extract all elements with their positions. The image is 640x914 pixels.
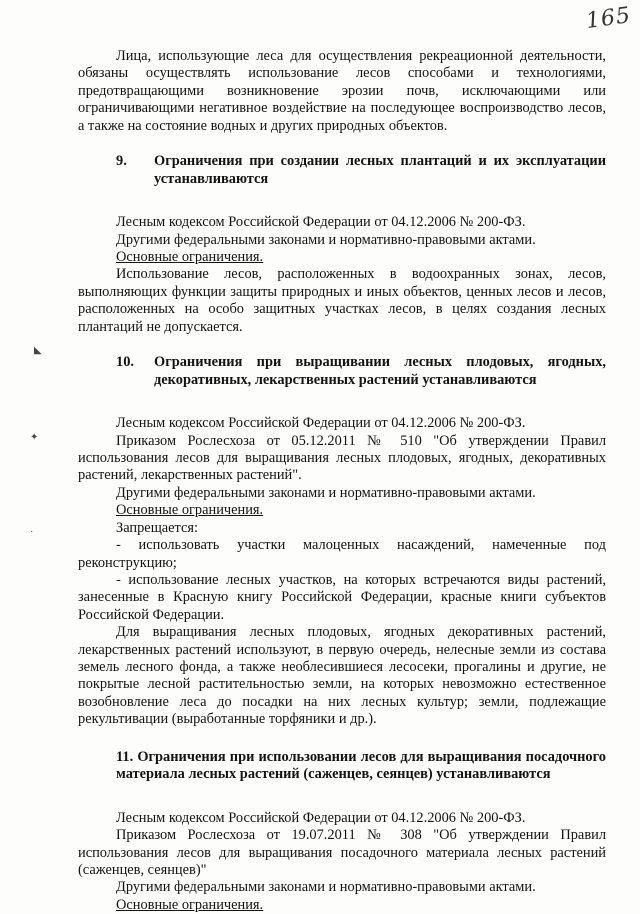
section-9-heading <box>78 153 606 188</box>
section-10-item-1: - использовать участки малоценных насаждений, намеченные под реконструкцию; <box>78 537 606 571</box>
section-10-title: Ограничения при выращивании лесных плодовых, ягодных, декоративных, лекарственных растений устанавливаются <box>154 354 606 388</box>
section-10-law-1: Лесным кодексом Российской Федерации от 04.12.2006 № 200-ФЗ. <box>116 415 526 432</box>
scan-mark: ✦ <box>30 432 39 443</box>
section-11-heading <box>78 749 606 784</box>
scan-mark: ˙ <box>30 530 34 541</box>
section-10-number: 10. <box>116 354 134 371</box>
section-11-law-2: Приказом Рослесхоза от 19.07.2011 № 308 "Об утверждении Правил использования лесов для выращивания посадочного материала лесных растений (саженцев, сеянцев)" <box>78 827 606 878</box>
intro-paragraph: Лица, использующие леса для осуществления рекреационной деятельности, обязаны осуществлять использование лесов способами и технологиями, предотвращающими возникновение эрозии почв, исключающими или ограничивающими негативное воздействие на последующее воспроизводство лесов, а также на состояние водных и других природных объектов. <box>78 48 606 134</box>
section-9-law-1: Лесным кодексом Российской Федерации от 04.12.2006 № 200-ФЗ. <box>116 214 526 231</box>
section-10-item-2: - использование лесных участков, на которых встречаются виды растений, занесенные в Красную книгу Российской Федерации, красные книги субъектов Российской Федерации. <box>78 571 606 623</box>
section-10-law-2: Приказом Рослесхоза от 05.12.2011 № 510 "Об утверждении Правил использования лесов для выращивания лесных плодовых, ягодных, декоративных растений, лекарственных растений". <box>78 432 606 484</box>
section-9-law-2: Другими федеральными законами и нормативно-правовыми актами. <box>116 231 536 248</box>
section-10-law-3: Другими федеральными законами и нормативно-правовыми актами. <box>116 484 536 501</box>
section-11-restrictions-label: Основные ограничения. <box>116 896 264 913</box>
section-11-title: 11. Ограничения при использовании лесов для выращивания посадочного материала лесных растений (саженцев, сеянцев) устанавливаются <box>116 748 606 783</box>
scan-mark: ◣ <box>34 345 42 356</box>
section-9-title: Ограничения при создании лесных плантаций и их эксплуатации устанавливаются <box>154 153 606 187</box>
page-number: 165 <box>584 2 633 35</box>
section-11-law-1: Лесным кодексом Российской Федерации от 04.12.2006 № 200-ФЗ. <box>116 809 526 826</box>
section-10-paragraph: Для выращивания лесных плодовых, ягодных декоративных растений, лекарственных растений используют, в первую очередь, нелесные земли из состава земель лесного фонда, а также необлесившиеся лесосеки, прогалины и другие, не покрытые лесной растительностью земли, на которых невозможно естественное возобновление леса до посадки на них лесных культур; земли, подлежащие рекультивации (выработанные торфяники и др.). <box>78 624 606 728</box>
section-9-restrictions-label: Основные ограничения. <box>116 249 264 266</box>
section-9-paragraph: Использование лесов, расположенных в водоохранных зонах, лесов, выполняющих функции защиты природных и иных объектов, ценных лесов и лесов, расположенных на особо защитных участках лесов, в целях создания лесных плантаций не допускается. <box>78 266 606 335</box>
section-10-prohibited: Запрещается: <box>116 519 199 536</box>
section-10-heading <box>78 354 606 389</box>
section-10-restrictions-label: Основные ограничения. <box>116 502 264 519</box>
section-11-law-3: Другими федеральными законами и нормативно-правовыми актами. <box>116 879 536 896</box>
section-9-number: 9. <box>116 153 127 170</box>
document-body <box>78 48 606 914</box>
